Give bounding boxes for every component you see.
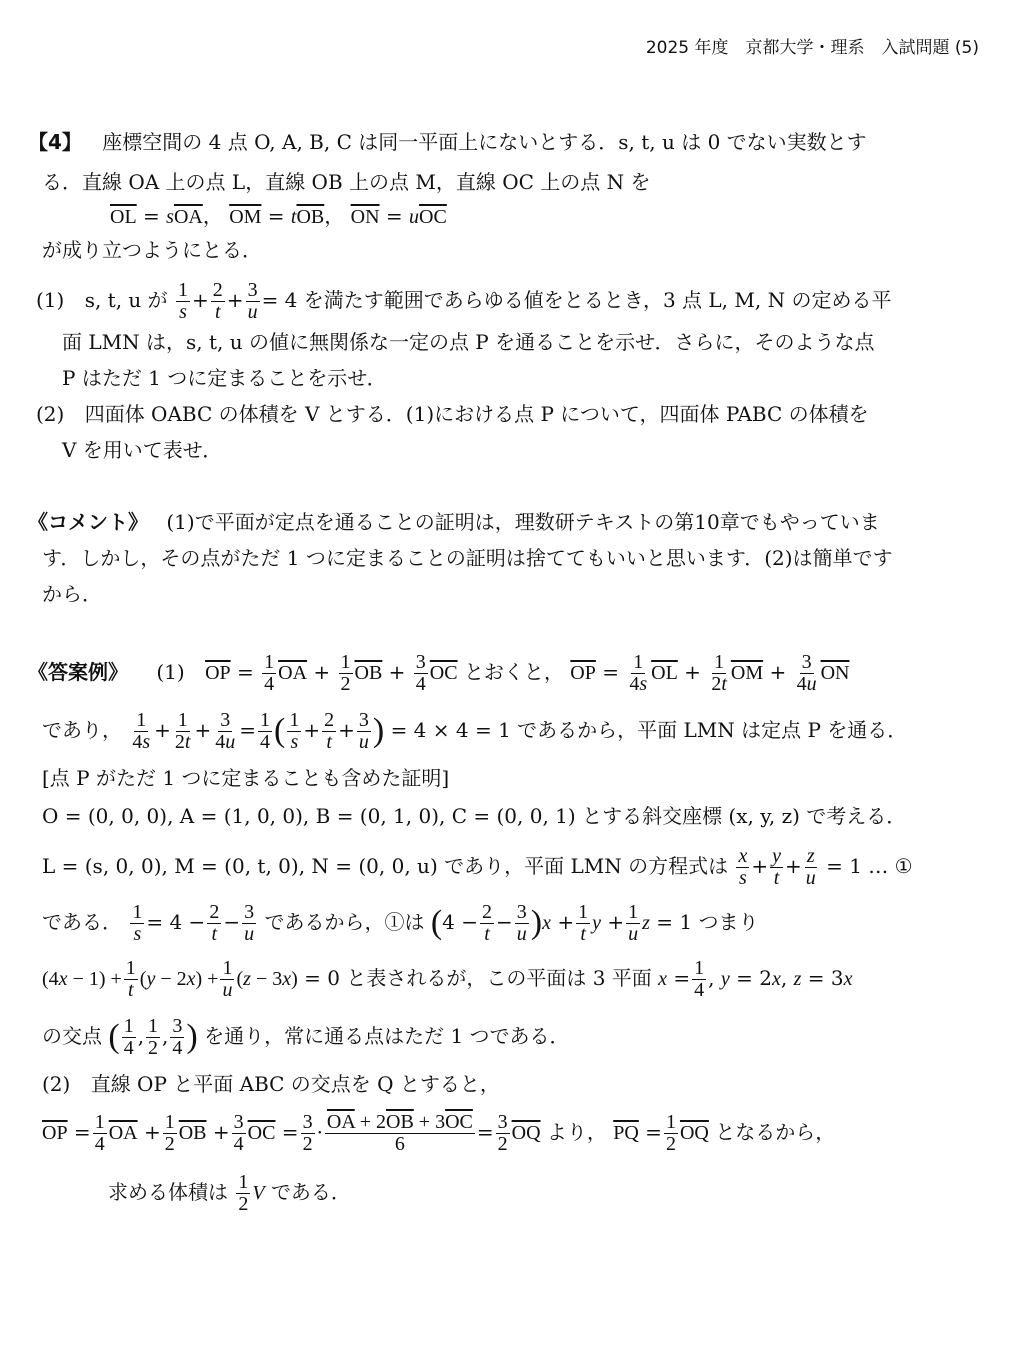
problem-intro-2: る．直線 OA 上の点 L，直線 OB 上の点 M，直線 OC 上の点 N を [42, 170, 651, 194]
comment-line-1 [28, 510, 1019, 534]
answer-l6-b: であるから，①は [264, 910, 425, 934]
problem-intro-1: 座標空間の 4 点 O, A, B, C は同一平面上にないとする．s, t, u は 0 でない実数とす [102, 130, 867, 154]
problem-vector-equation: $\overline{OL} = s\overline{OA}$， $\overline{OM} = t\overline{OB}$， $\overline{ON} = u\overline{OC}$ [110, 204, 447, 228]
answer-l10-b: より， [546, 1120, 607, 1144]
answer-p1-label: (1) [156, 660, 185, 684]
answer-line-7: (4x − 1) + $\frac{1}{t}$ (y − 2x) + $\frac{1}{u}$ (z − 3x) = 0 と表されるが，この平面は 3 平面 x = $\frac{1}{4}$ , y = 2x, z = 3x [42, 957, 853, 1001]
q1-label: (1) [36, 288, 65, 312]
q1-text-a: s, t, u が [84, 288, 168, 312]
answer-l7-a: = 0 と表されるが，この平面は 3 平面 [304, 966, 652, 990]
question-1-line-1: (1) s, t, u が $\frac{1}{s}$ + $\frac{2}{t}$ + $\frac{3}{u}$ = 4 を満たす範囲であらゆる値をとるとき，3 点 L, M, N の定める平 [36, 279, 892, 323]
answer-l2-a: であり， [42, 718, 122, 742]
answer-line-6: である． $\frac{1}{s}$ = 4 − $\frac{2}{t}$ − $\frac{3}{u}$ であるから，①は (4 − $\frac{2}{t}$ − $\frac{3}{u}$ )x + $\frac{1}{t}$ y + $\frac{1}{u}$ z = 1 つまり [42, 901, 759, 945]
answer-line-10: $\overline{OP}$ = $\frac{1}{4}$ $\overline{OA}$ + $\frac{1}{2}$ $\overline{OB}$ + $\frac{3}{4}$ $\overline{OC}$ = $\frac{3}{2}$ · $\frac{\overline{OA} + 2\overline{OB} + 3\overline{OC}}{6}$ = $\frac{3}{2}$ $\overline{OQ}$ より， $\overline{PQ}$ = $\frac{1}{2}$ $\overline{OQ}$ となるから， [42, 1111, 836, 1155]
answer-l4: O = (0, 0, 0), A = (1, 0, 0), B = (0, 1, 0), C = (0, 0, 1) とする斜交座標 (x, y, z) で考える． [42, 804, 907, 828]
answer-line-2: であり， $\frac{1}{4s}$ + $\frac{1}{2t}$ + $\frac{3}{4u}$ = $\frac{1}{4}$ ( $\frac{1}{s}$ + $\frac{2}{t}$ + $\frac{3}{u}$ ) = 4 × 4 = 1 であるから，平面 LMN は定点 P を通る． [42, 709, 908, 753]
answer-l5-b: = 1 … ① [826, 854, 913, 878]
comment-title: 《コメント》 [28, 510, 148, 534]
answer-l8-a: の交点 [42, 1024, 102, 1048]
answer-l9: 直線 OP と平面 ABC の交点を Q とすると， [90, 1072, 500, 1096]
problem-intro-3: が成り立つようにとる． [42, 238, 262, 262]
answer-l10-c: となるから， [715, 1120, 836, 1144]
answer-line-11: 求める体積は $\frac{1}{2}$ V である． [108, 1171, 351, 1215]
answer-line-1: 《答案例》 (1) $\overline{OP}$ = $\frac{1}{4}$ $\overline{OA}$ + $\frac{1}{2}$ $\overline{OB}$ + $\frac{3}{4}$ $\overline{OC}$ とおくと， $\overline{OP}$ = $\frac{1}{4s}$ $\overline{OL}$ + $\frac{1}{2t}$ $\overline{OM}$ + $\frac{3}{4u}$ $\overline{ON}$ [28, 651, 850, 695]
q1-text-c: 面 LMN は，s, t, u の値に無関係な一定の点 P を通ることを示せ．さらに，そのような点 [62, 330, 875, 354]
q2-label: (2) [36, 402, 65, 426]
answer-l2-b: = 4 × 4 = 1 であるから，平面 LMN は定点 P を通る． [390, 718, 908, 742]
answer-l6-c: = 1 つまり [656, 910, 759, 934]
answer-line-5: L = (s, 0, 0), M = (0, t, 0), N = (0, 0, u) であり，平面 LMN の方程式は $\frac{x}{s}$ + $\frac{y}{t}$ + $\frac{z}{u}$ = 1 … ① [42, 845, 913, 889]
answer-title: 《答案例》 [28, 660, 128, 684]
problem-number: 【4】 [28, 130, 82, 154]
comment-text-3: から． [42, 582, 102, 606]
q1-text-d: P はただ 1 つに定まることを示せ． [62, 366, 387, 390]
q1-text-b: を満たす範囲であらゆる値をとるとき，3 点 L, M, N の定める平 [303, 288, 892, 312]
answer-l11-a: 求める体積は [108, 1180, 228, 1204]
answer-line-9 [42, 1072, 1019, 1096]
answer-l11-b: である． [270, 1180, 351, 1204]
answer-l1-mid: とおくと， [463, 660, 564, 684]
problem-line-1 [28, 130, 1019, 154]
answer-p2-label: (2) [42, 1072, 71, 1096]
question-2-line-1 [36, 402, 1019, 426]
comment-text-2: す．しかし，その点がただ 1 つに定まることの証明は捨ててもいいと思います．(2)は簡単です [42, 546, 893, 570]
comment-text-1: (1)で平面が定点を通ることの証明は，理数研テキストの第10章でもやっていま [166, 510, 880, 534]
answer-l3: [点 P がただ 1 つに定まることも含めた証明] [42, 766, 450, 790]
answer-l8-b: を通り，常に通る点はただ 1 つである． [204, 1024, 570, 1048]
answer-line-8: の交点 ( $\frac{1}{4}$ , $\frac{1}{2}$ , $\frac{3}{4}$ ) を通り，常に通る点はただ 1 つである． [42, 1015, 570, 1059]
answer-l5-a: L = (s, 0, 0), M = (0, t, 0), N = (0, 0, u) であり，平面 LMN の方程式は [42, 854, 729, 878]
page-header: 2025 年度 京都大学・理系 入試問題 (5) [645, 38, 979, 58]
answer-l6-a: である． [42, 910, 122, 934]
q2-text-a: 四面体 OABC の体積を V とする．(1)における点 P について，四面体 PABC の体積を [84, 402, 869, 426]
q2-text-b: V を用いて表せ． [62, 438, 223, 462]
